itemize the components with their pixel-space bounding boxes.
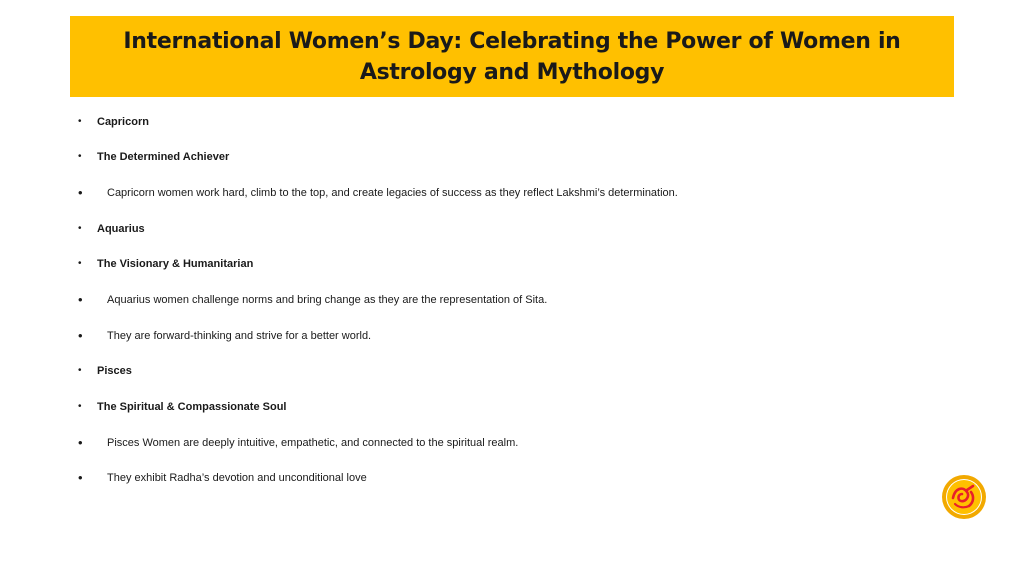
bullet-icon: • xyxy=(78,328,83,343)
slide-title: International Women’s Day: Celebrating the Power of Women in Astrology and Mythology xyxy=(123,28,901,85)
list-item-text: The Determined Achiever xyxy=(97,151,230,163)
list-item xyxy=(0,257,900,271)
list-item-text: They exhibit Radha’s devotion and unconditional love xyxy=(107,472,367,484)
bullet-icon: • xyxy=(78,223,82,234)
bullet-icon: • xyxy=(78,401,82,412)
brand-logo-icon xyxy=(941,474,987,520)
bullet-icon: • xyxy=(78,258,82,269)
list-item xyxy=(0,222,900,236)
list-item xyxy=(0,364,900,378)
list-item-text: Capricorn women work hard, climb to the top, and create legacies of success as they reflect Lakshmi’s determination. xyxy=(107,187,678,199)
bullet-icon: • xyxy=(78,470,83,485)
bullet-icon: • xyxy=(78,435,83,450)
list-item-text: The Spiritual & Compassionate Soul xyxy=(97,401,287,413)
bullet-icon: • xyxy=(78,116,82,127)
list-item-text: Aquarius women challenge norms and bring change as they are the representation of Sita. xyxy=(107,294,548,306)
list-item xyxy=(0,400,900,414)
bullet-icon: • xyxy=(78,185,83,200)
bullet-icon: • xyxy=(78,151,82,162)
bullet-icon: • xyxy=(78,292,83,307)
bullet-icon: • xyxy=(78,365,82,376)
list-item-text: Pisces Women are deeply intuitive, empathetic, and connected to the spiritual realm. xyxy=(107,437,519,449)
list-item xyxy=(0,293,900,307)
list-item xyxy=(0,329,900,343)
list-item-text: They are forward-thinking and strive for a better world. xyxy=(107,330,372,342)
list-item-text: Pisces xyxy=(97,365,132,377)
list-item xyxy=(0,115,900,129)
list-item xyxy=(0,186,900,200)
list-item xyxy=(0,436,900,450)
list-item-text: Aquarius xyxy=(97,223,145,235)
list-item xyxy=(0,471,900,485)
list-item xyxy=(0,150,900,164)
list-item-text: The Visionary & Humanitarian xyxy=(97,258,254,270)
list-item-text: Capricorn xyxy=(97,116,149,128)
